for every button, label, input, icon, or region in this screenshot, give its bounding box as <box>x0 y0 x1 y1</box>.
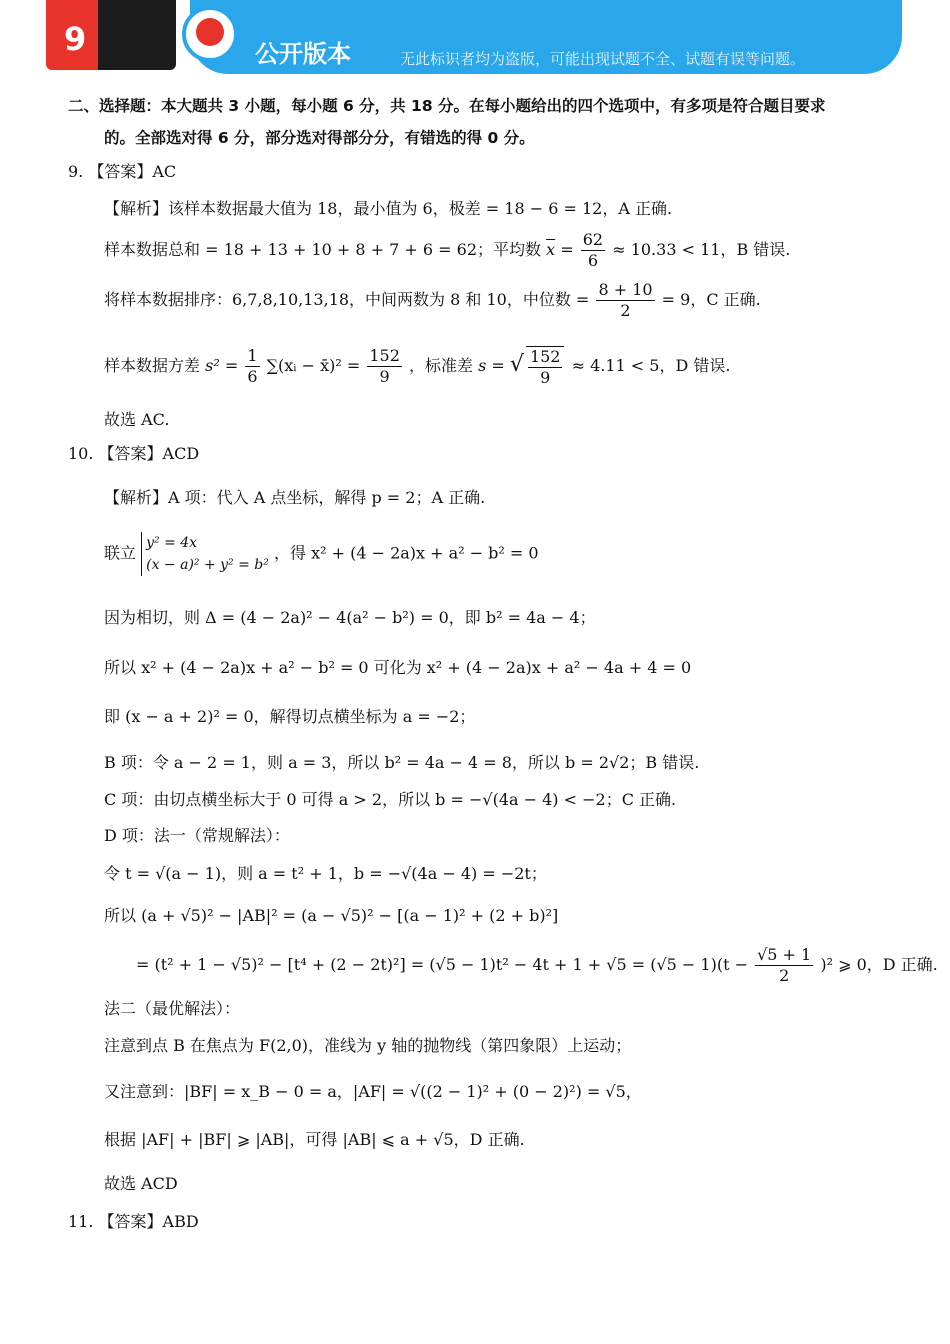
q9-analysis-mean: 样本数据总和 = 18 + 13 + 10 + 8 + 7 + 6 = 62；平均数 $\overline{x}$ = $\frac{62}{6}$ ≈ 10.33 < 11，B 错误. <box>104 230 791 270</box>
q10-option-b: B 项：令 a − 2 = 1，则 a = 3，所以 b² = 4a − 4 = 8，所以 b = 2√2；B 错误. <box>104 753 700 772</box>
verified-badge-icon <box>182 6 238 62</box>
edition-label: 公开版本 <box>255 40 351 68</box>
header-banner <box>40 0 902 74</box>
q9-analysis-median: 将样本数据排序：6,7,8,10,13,18，中间两数为 8 和 10，中位数 = $\frac{8 + 10}{2}$ = 9，C 正确. <box>104 280 761 320</box>
q9-analysis-variance: 样本数据方差 s² = $\frac{1}{6}$ ∑(xᵢ − x̄)² = $\frac{152}{9}$ ，标准差 s = √ $\frac{152}{9}$ ≈ 4.11 < 5，D 错误. <box>104 346 731 387</box>
q9-analysis-range: 【解析】该样本数据最大值为 18，最小值为 6，极差 = 18 − 6 = 12，A 正确. <box>104 199 673 218</box>
q10-tangent-point: 即 (x − a + 2)² = 0，解得切点横坐标为 a = −2； <box>104 707 476 726</box>
q10-method2-distances: 又注意到：|BF| = x_B − 0 = a，|AF| = √((2 − 1)² + (0 − 2)²) = √5， <box>104 1082 642 1101</box>
q10-tangent: 因为相切，则 Δ = (4 − 2a)² − 4(a² − b²) = 0，即 b² = 4a − 4； <box>104 608 596 627</box>
q10-method2-title: 法二（最优解法）： <box>104 999 241 1018</box>
piracy-notice: 无此标识者均为盗版，可能出现试题不全、试题有误等问题。 <box>400 50 806 68</box>
q10-method2-conclusion: 根据 |AF| + |BF| ⩾ |AB|，可得 |AB| ⩽ a + √5，D 正确. <box>104 1130 525 1149</box>
q10-method2-focus: 注意到点 B 在焦点为 F(2,0)，准线为 y 轴的抛物线（第四象限）上运动； <box>104 1036 632 1055</box>
q11-answer: 11. 【答案】ABD <box>68 1212 199 1231</box>
logo <box>46 0 176 70</box>
q10-option-d: D 项：法一（常规解法）： <box>104 826 290 845</box>
section-heading-line2: 的。全部选对得 6 分，部分选对得部分分，有错选的得 0 分。 <box>104 129 535 147</box>
q10-substitution: 令 t = √(a − 1)，则 a = t² + 1，b = −√(4a − 4) = −2t； <box>104 864 547 883</box>
q10-option-c: C 项：由切点横坐标大于 0 可得 a > 2，所以 b = −√(4a − 4) < −2；C 正确. <box>104 790 677 809</box>
section-heading-line1: 二、选择题：本大题共 3 小题，每小题 6 分，共 18 分。在每小题给出的四个选项中，有多项是符合题目要求 <box>68 97 826 115</box>
q9-conclusion: 故选 AC. <box>104 410 170 429</box>
q10-answer: 10. 【答案】ACD <box>68 444 200 463</box>
q10-analysis-a: 【解析】A 项：代入 A 点坐标，解得 p = 2；A 正确. <box>104 488 486 507</box>
q10-simplify: 所以 x² + (4 − 2a)x + a² − b² = 0 可化为 x² + (4 − 2a)x + a² − 4a + 4 = 0 <box>104 658 692 677</box>
q10-conclusion: 故选 ACD <box>104 1174 178 1193</box>
q10-difference: 所以 (a + √5)² − |AB|² = (a − √5)² − [(a − 1)² + (2 + b)²] <box>104 906 559 925</box>
q10-difference-result: = (t² + 1 − √5)² − [t⁴ + (2 − 2t)²] = (√5 − 1)t² − 4t + 1 + √5 = (√5 − 1)(t − $\frac{√5 + 1}{2}$ )² ⩾ 0，D 正确. <box>136 945 938 985</box>
q10-system: 联立 y² = 4x (x − a)² + y² = b² ，得 x² + (4 − 2a)x + a² − b² = 0 <box>104 532 539 576</box>
logo-text: 9 <box>64 20 85 58</box>
q9-answer: 9. 【答案】AC <box>68 162 177 181</box>
